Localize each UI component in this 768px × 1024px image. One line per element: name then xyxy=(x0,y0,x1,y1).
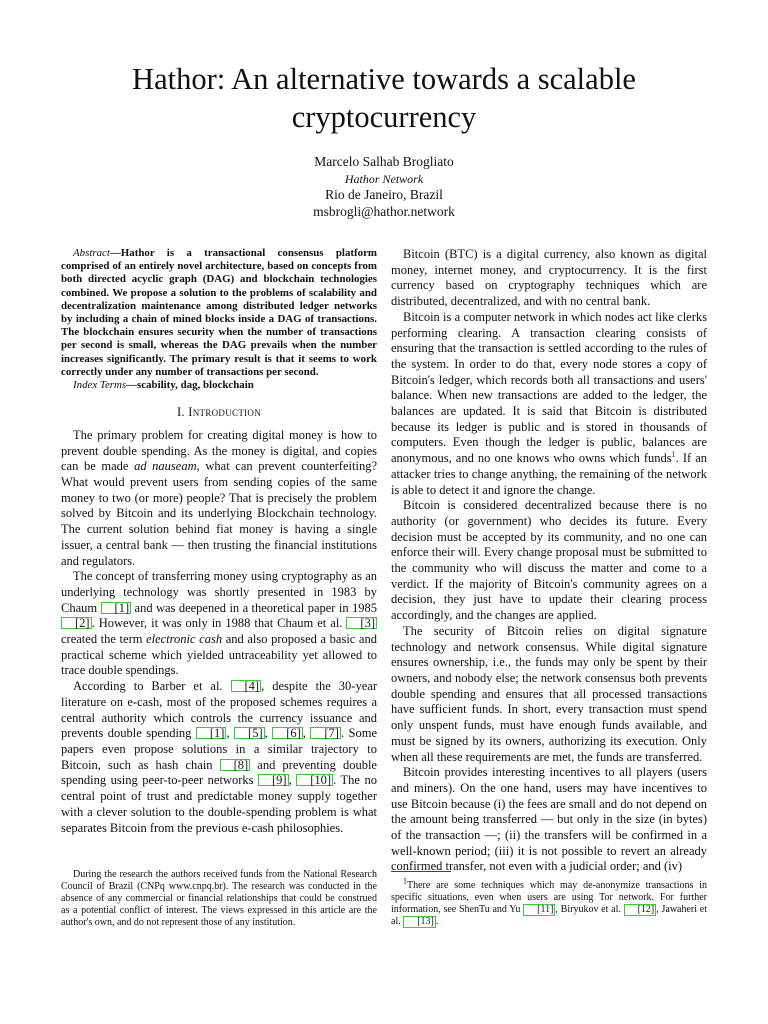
left-column xyxy=(61,247,377,836)
right-column xyxy=(391,247,707,875)
intro-paragraph-3: According to Barber et al. [4] , despite the 30-year literature on e-cash, most of the proposed schemes requires a central authority which controls the currency issuance and prevents double spending [1] , [5] , [6] , [7] . Some papers even propose solutions in a similar trajectory to Bitcoin, such as hash chain [8] and preventing double spending using peer-to-peer networks [9] , [10] . The no central point of trust and predictable money supply together with a clever solution to the double-spending problem is what separates Bitcoin from the previous e-cash philosophies. xyxy=(61,679,378,835)
citation-link[interactable]: [6] xyxy=(272,727,303,739)
citation-link[interactable]: [13] xyxy=(403,916,436,928)
citation-link[interactable]: [10] xyxy=(296,774,333,786)
citation-link[interactable]: [5] xyxy=(234,727,265,739)
right-paragraph-3: Bitcoin is considered decentralized because there is no authority (or government) who decides its future. Every decision must be accepted by its community, and no one can enforce their will. Every change proposal must be submitted to the community who will discuss the matter and come to a verdict. If the majority of Bitcoin's community agrees on a decision, they just have to update their clearing process accordingly, and the changes are applied. xyxy=(391,498,707,623)
citation-link[interactable]: [8] xyxy=(220,759,251,771)
citation-link[interactable]: [9] xyxy=(258,774,289,786)
citation-link[interactable]: [2] xyxy=(61,617,92,629)
citation-link[interactable]: [4] xyxy=(231,680,262,692)
citation-link[interactable]: [1] xyxy=(101,602,132,614)
index-terms-text: —scability, dag, blockchain xyxy=(126,379,254,392)
intro-paragraph-2: The concept of transferring money using cryptography as an underlying technology was shortly presented in 1983 by Chaum [1] and was deepened in a theoretical paper in 1985 [2] . However, it was only in 1988 that Chaum et al. [3] created the term electronic cash and also proposed a basic and practical scheme which yielded untraceability yet allowed to trace double spendings. xyxy=(61,569,378,678)
right-paragraph-2: Bitcoin is a computer network in which nodes act like clerks performing clearing. A transaction clearing consists of ensuring that the transaction is settled according to the rules of the system. In order to do that, every node stores a copy of Bitcoin's ledger, which records both all transactions and users' balance. When new transactions are added to the ledger, the balances are updated. It is said that Bitcoin is distributed because its ledger is public and is stored in thousands of computers. Even though the ledger is public, balances are anonymous, and no one knows who owns which funds$^1$. If an attacker tries to change anything, the remaining of the network is able to detect it and ignore the change. xyxy=(391,309,708,497)
citation-link[interactable]: [3] xyxy=(346,617,377,629)
section-heading-introduction: I. Introduction xyxy=(176,405,262,420)
author-name: Marcelo Salhab Brogliato xyxy=(314,154,454,169)
right-paragraph-5: Bitcoin provides interesting incentives to all players (users and miners). On the one hand, users may have incentives to use Bitcoin because (i) the fees are small and do not depend on the amount being transferred — but only in the size (in bytes) of the transaction —; (ii) the transfers will be confirmed in a well-known period; (iii) it is not possible to revert an already confirmed transfer, not even with a judicial order; and (iv) xyxy=(391,765,707,874)
author-block xyxy=(160,154,608,220)
intro-paragraph-1: The primary problem for creating digital money is how to prevent double spending. As the money is digital, and copies can be made ad nauseam, what can prevent counterfeiting? What would prevent users from sending copies of the same money to two (or more) people? That is precisely the problem solved by Bitcoin and its underlying Blockchain technology. The current solution behind fiat money is having a single issuer, a central bank — then trusting the financial institutions and regulators. xyxy=(61,427,377,568)
footnote-number: 1 xyxy=(403,876,407,886)
abstract xyxy=(61,247,377,392)
citation-link[interactable]: [7] xyxy=(310,727,341,739)
right-paragraph-1: Bitcoin (BTC) is a digital currency, also known as digital money, internet money, and cryptocurrency. It is the first currency based on cryptography techniques which are distributed, decentralized, and with no central bank. xyxy=(391,247,707,309)
title-line-1: Hathor: An alternative towards a scalable xyxy=(132,62,636,96)
author-email[interactable]: msbrogli@hathor.network xyxy=(313,203,455,219)
abstract-text: —Hathor is a transactional consensus platform comprised of an entirely novel architecture, based on concepts from both directed acyclic graph (DAG) and blockchain technologies combined. We propose a solution to the problems of scalability and decentralization maintenance among distributed ledger networks by including a chain of mined blocks inside a DAG of transactions. The blockchain ensures security when the number of transactions per second is small, whereas the DAG prevails when the number increases significantly. The primary result is that it seems to work correctly under any number of transactions per second. xyxy=(61,247,377,378)
abstract-label: Abstract xyxy=(73,247,110,259)
footnote-divider xyxy=(391,871,451,872)
title-line-2: cryptocurrency xyxy=(291,100,477,134)
citation-link[interactable]: [1] xyxy=(196,727,227,739)
citation-link[interactable]: [11] xyxy=(523,904,555,916)
paper-title xyxy=(60,60,708,136)
author-affiliation: Hathor Network xyxy=(344,171,424,186)
author-location: Rio de Janeiro, Brazil xyxy=(325,187,443,202)
footnote-mark[interactable]: 1 xyxy=(671,449,676,459)
anonymity-footnote: $^1$There are some techniques which may de-anonymize transactions in specific situations, even when users are using Tor network. For further information, see ShenTu and Yu [11] , Biryukov et al. [12] , Jawaheri et al. [13] . xyxy=(391,876,707,927)
citation-link[interactable]: [12] xyxy=(624,904,657,916)
right-paragraph-4: The security of Bitcoin relies on digital signature technology and network consensus. While digital signature ensures ownership, i.e., the funds may only be spent by their owners, and nobody else; the network consensus both prevents double spending and ensures that all processed transactions have sufficient funds. In short, every transaction must spend only unspent funds, must have enough funds available, and must be signed by its owners, authorizing its execution. Only when all these requirements are met, the funds are transferred. xyxy=(391,623,707,764)
funding-footnote: During the research the authors received funds from the National Research Council of Brazil (CNPq www.cnpq.br). The research was conducted in the absence of any commercial or financial relationships that could be construed as a potential conflict of interest. The views expressed in this article are the author's own, and do not represent those of any institution. xyxy=(61,869,377,928)
index-terms-label: Index Terms xyxy=(73,379,127,392)
